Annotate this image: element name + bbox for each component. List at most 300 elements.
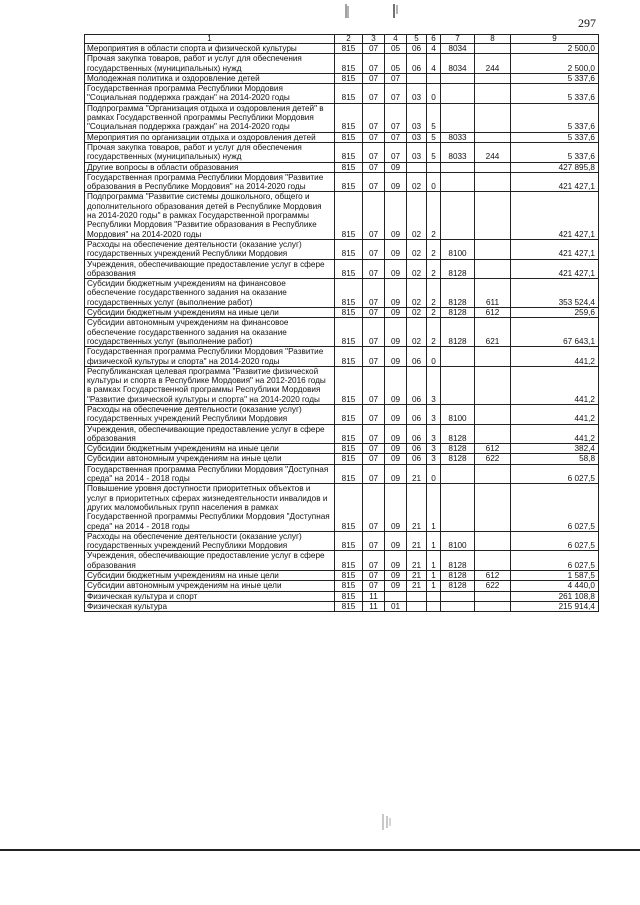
cell-item-name: Учреждения, обеспечивающие предоставление услуг в сфере образования (85, 259, 335, 279)
cell-amount: 5 337,6 (511, 84, 599, 104)
cell-code-section: 07 (363, 531, 385, 551)
table-row (85, 424, 599, 444)
cell-code-subprogram: 3 (427, 444, 441, 454)
budget-table (84, 34, 599, 612)
cell-code-expense-type (475, 347, 511, 367)
cell-code-program: 02 (407, 192, 427, 239)
scan-artifact-mark (344, 2, 404, 20)
cell-code-program: 02 (407, 279, 427, 308)
cell-code-section: 07 (363, 551, 385, 571)
cell-code-subsection: 09 (385, 347, 407, 367)
cell-code-ministry: 815 (335, 551, 363, 571)
table-row (85, 591, 599, 601)
cell-code-expense-type: 611 (475, 279, 511, 308)
scan-artifact-dots (379, 812, 395, 832)
cell-code-subprogram: 2 (427, 259, 441, 279)
table-row (85, 192, 599, 239)
page-number: 297 (578, 16, 596, 30)
cell-code-ministry: 815 (335, 366, 363, 404)
cell-code-subsection: 07 (385, 142, 407, 162)
cell-code-target: 8128 (441, 551, 475, 571)
table-row (85, 581, 599, 591)
cell-item-name: Субсидии бюджетным учреждениям на иные цели (85, 571, 335, 581)
cell-item-name: Мероприятия в области спорта и физической культуры (85, 44, 335, 54)
cell-code-ministry: 815 (335, 192, 363, 239)
cell-item-name: Субсидии бюджетным учреждениям на иные цели (85, 444, 335, 454)
cell-code-program: 21 (407, 581, 427, 591)
cell-code-target (441, 162, 475, 172)
cell-code-program: 02 (407, 172, 427, 192)
cell-code-target (441, 192, 475, 239)
cell-code-subsection: 07 (385, 73, 407, 83)
cell-code-target: 8034 (441, 54, 475, 74)
cell-item-name: Прочая закупка товаров, работ и услуг для обеспечения государственных (муниципальных) нужд (85, 142, 335, 162)
cell-code-section: 07 (363, 571, 385, 581)
cell-code-program: 02 (407, 239, 427, 259)
cell-code-target: 8128 (441, 318, 475, 347)
cell-code-program: 02 (407, 318, 427, 347)
cell-amount: 441,2 (511, 424, 599, 444)
cell-code-subsection: 09 (385, 172, 407, 192)
cell-amount: 353 524,4 (511, 279, 599, 308)
cell-code-subsection: 09 (385, 571, 407, 581)
cell-code-section: 07 (363, 424, 385, 444)
cell-amount: 382,4 (511, 444, 599, 454)
cell-code-ministry: 815 (335, 464, 363, 484)
table-row (85, 54, 599, 74)
table-row (85, 366, 599, 404)
cell-amount: 6 027,5 (511, 464, 599, 484)
cell-code-target (441, 366, 475, 404)
cell-code-subprogram: 2 (427, 279, 441, 308)
table-row (85, 601, 599, 611)
cell-item-name: Расходы на обеспечение деятельности (оказание услуг) государственных учреждений Республики Мордовия (85, 239, 335, 259)
cell-code-subprogram: 3 (427, 366, 441, 404)
cell-code-subsection (385, 591, 407, 601)
cell-code-section: 07 (363, 366, 385, 404)
cell-amount: 67 643,1 (511, 318, 599, 347)
cell-code-section: 07 (363, 162, 385, 172)
cell-code-subprogram: 1 (427, 531, 441, 551)
cell-code-expense-type (475, 551, 511, 571)
cell-code-target: 8128 (441, 279, 475, 308)
cell-code-ministry: 815 (335, 571, 363, 581)
cell-code-section: 07 (363, 464, 385, 484)
cell-code-program: 06 (407, 404, 427, 424)
cell-code-subsection: 09 (385, 239, 407, 259)
cell-code-program: 02 (407, 259, 427, 279)
table-row (85, 259, 599, 279)
column-header-2: 2 (335, 35, 363, 44)
cell-code-section: 07 (363, 192, 385, 239)
cell-item-name: Государственная программа Республики Мордовия "Развитие физической культуры и спорта" на 2014-2020 годы (85, 347, 335, 367)
cell-code-ministry: 815 (335, 454, 363, 464)
cell-code-subsection: 07 (385, 103, 407, 132)
cell-code-subprogram: 1 (427, 484, 441, 531)
table-row (85, 444, 599, 454)
cell-code-subprogram: 4 (427, 54, 441, 74)
cell-code-expense-type (475, 591, 511, 601)
cell-code-subprogram: 4 (427, 44, 441, 54)
cell-code-expense-type (475, 162, 511, 172)
cell-amount: 5 337,6 (511, 73, 599, 83)
cell-item-name: Физическая культура (85, 601, 335, 611)
cell-code-subprogram: 0 (427, 172, 441, 192)
cell-amount: 441,2 (511, 366, 599, 404)
table-row (85, 73, 599, 83)
cell-code-section: 07 (363, 142, 385, 162)
cell-amount: 5 337,6 (511, 142, 599, 162)
table-row (85, 132, 599, 142)
cell-amount: 5 337,6 (511, 132, 599, 142)
table-row (85, 44, 599, 54)
cell-code-target (441, 347, 475, 367)
cell-code-target: 8100 (441, 404, 475, 424)
cell-code-target: 8128 (441, 259, 475, 279)
cell-amount: 4 440,0 (511, 581, 599, 591)
cell-code-expense-type (475, 464, 511, 484)
cell-code-subprogram: 1 (427, 571, 441, 581)
cell-code-program: 03 (407, 132, 427, 142)
cell-item-name: Молодежная политика и оздоровление детей (85, 73, 335, 83)
cell-code-subsection: 07 (385, 132, 407, 142)
cell-code-target (441, 103, 475, 132)
cell-amount: 5 337,6 (511, 103, 599, 132)
cell-code-subprogram (427, 591, 441, 601)
cell-code-ministry: 815 (335, 531, 363, 551)
cell-amount: 2 500,0 (511, 54, 599, 74)
cell-item-name: Государственная программа Республики Мордовия "Социальная поддержка граждан" на 2014-2020 годы (85, 84, 335, 104)
cell-code-section: 07 (363, 239, 385, 259)
cell-code-subsection: 07 (385, 84, 407, 104)
cell-code-subsection: 09 (385, 581, 407, 591)
cell-code-ministry: 815 (335, 347, 363, 367)
cell-code-subsection: 09 (385, 279, 407, 308)
cell-code-target: 8128 (441, 308, 475, 318)
cell-code-expense-type (475, 73, 511, 83)
cell-code-program: 21 (407, 531, 427, 551)
cell-code-target (441, 464, 475, 484)
cell-amount: 421 427,1 (511, 172, 599, 192)
cell-code-subsection: 05 (385, 54, 407, 74)
column-header-8: 8 (475, 35, 511, 44)
cell-code-subprogram: 1 (427, 551, 441, 571)
column-header-9: 9 (511, 35, 599, 44)
cell-amount: 6 027,5 (511, 531, 599, 551)
cell-code-ministry: 815 (335, 424, 363, 444)
cell-amount: 421 427,1 (511, 259, 599, 279)
cell-amount: 58,8 (511, 454, 599, 464)
cell-amount: 441,2 (511, 347, 599, 367)
cell-code-expense-type (475, 601, 511, 611)
cell-item-name: Государственная программа Республики Мордовия "Доступная среда" на 2014 - 2018 годы (85, 464, 335, 484)
cell-code-subsection: 09 (385, 531, 407, 551)
cell-amount: 1 587,5 (511, 571, 599, 581)
table-row (85, 142, 599, 162)
cell-code-expense-type (475, 44, 511, 54)
cell-code-expense-type (475, 84, 511, 104)
cell-code-subsection: 09 (385, 308, 407, 318)
cell-code-program: 03 (407, 142, 427, 162)
cell-code-target: 8128 (441, 444, 475, 454)
cell-code-subprogram (427, 601, 441, 611)
cell-code-target: 8128 (441, 571, 475, 581)
cell-code-expense-type (475, 239, 511, 259)
cell-code-expense-type: 612 (475, 571, 511, 581)
cell-code-section: 07 (363, 279, 385, 308)
table-row (85, 531, 599, 551)
cell-code-program: 06 (407, 424, 427, 444)
cell-code-subprogram: 1 (427, 581, 441, 591)
cell-code-expense-type (475, 404, 511, 424)
cell-code-ministry: 815 (335, 73, 363, 83)
cell-code-program: 21 (407, 571, 427, 581)
cell-code-target: 8128 (441, 581, 475, 591)
cell-code-target: 8100 (441, 239, 475, 259)
cell-code-subsection: 09 (385, 404, 407, 424)
table-header-row (85, 35, 599, 44)
column-header-4: 4 (385, 35, 407, 44)
cell-code-subprogram: 3 (427, 424, 441, 444)
cell-code-expense-type (475, 103, 511, 132)
cell-code-subsection: 09 (385, 424, 407, 444)
cell-code-section: 07 (363, 44, 385, 54)
cell-code-ministry: 815 (335, 239, 363, 259)
cell-code-ministry: 815 (335, 591, 363, 601)
cell-code-subprogram: 5 (427, 103, 441, 132)
cell-code-subprogram: 2 (427, 239, 441, 259)
cell-code-ministry: 815 (335, 103, 363, 132)
table-row (85, 239, 599, 259)
cell-code-ministry: 815 (335, 601, 363, 611)
cell-amount: 6 027,5 (511, 484, 599, 531)
table-body (85, 44, 599, 612)
cell-code-target (441, 73, 475, 83)
cell-code-ministry: 815 (335, 444, 363, 454)
cell-code-section: 07 (363, 259, 385, 279)
cell-item-name: Субсидии автономным учреждениям на иные цели (85, 581, 335, 591)
table-row (85, 551, 599, 571)
cell-code-program: 06 (407, 444, 427, 454)
table-row (85, 404, 599, 424)
cell-amount: 441,2 (511, 404, 599, 424)
cell-code-section: 07 (363, 454, 385, 464)
cell-amount: 261 108,8 (511, 591, 599, 601)
cell-code-ministry: 815 (335, 308, 363, 318)
cell-item-name: Учреждения, обеспечивающие предоставление услуг в сфере образования (85, 551, 335, 571)
cell-code-expense-type (475, 192, 511, 239)
cell-code-ministry: 815 (335, 172, 363, 192)
cell-code-program (407, 591, 427, 601)
cell-item-name: Субсидии бюджетным учреждениям на финансовое обеспечение государственного задания на оказание государственных услуг (выполнение работ) (85, 279, 335, 308)
cell-code-target (441, 84, 475, 104)
table-row (85, 318, 599, 347)
cell-code-subprogram: 0 (427, 347, 441, 367)
cell-code-ministry: 815 (335, 318, 363, 347)
table-row (85, 347, 599, 367)
cell-code-subprogram: 3 (427, 454, 441, 464)
cell-code-subsection: 09 (385, 444, 407, 454)
cell-code-section: 07 (363, 103, 385, 132)
cell-code-target: 8128 (441, 454, 475, 464)
cell-code-subprogram: 2 (427, 318, 441, 347)
cell-code-program: 21 (407, 464, 427, 484)
cell-code-subsection: 09 (385, 162, 407, 172)
cell-item-name: Повышение уровня доступности приоритетных объектов и услуг в приоритетных сферах жизнедеятельности инвалидов и других маломобильных групп населения в рамках Государственной программы Республики Мордовия "Доступная среда" на 2014 - 2018 годы (85, 484, 335, 531)
column-header-5: 5 (407, 35, 427, 44)
table-row (85, 308, 599, 318)
cell-code-target: 8033 (441, 132, 475, 142)
cell-code-program: 21 (407, 551, 427, 571)
table-row (85, 162, 599, 172)
cell-code-ministry: 815 (335, 44, 363, 54)
cell-amount: 259,6 (511, 308, 599, 318)
table-row (85, 103, 599, 132)
table-row (85, 454, 599, 464)
cell-amount: 421 427,1 (511, 239, 599, 259)
cell-code-program (407, 73, 427, 83)
cell-code-expense-type: 622 (475, 581, 511, 591)
cell-code-ministry: 815 (335, 279, 363, 308)
cell-item-name: Расходы на обеспечение деятельности (оказание услуг) государственных учреждений Республики Мордовия (85, 404, 335, 424)
cell-code-subprogram: 2 (427, 192, 441, 239)
cell-code-expense-type: 612 (475, 308, 511, 318)
cell-code-program: 06 (407, 366, 427, 404)
cell-code-ministry: 815 (335, 84, 363, 104)
table-row (85, 84, 599, 104)
cell-code-expense-type: 244 (475, 54, 511, 74)
cell-code-target (441, 591, 475, 601)
column-header-7: 7 (441, 35, 475, 44)
cell-code-ministry: 815 (335, 259, 363, 279)
cell-amount: 427 895,8 (511, 162, 599, 172)
cell-item-name: Другие вопросы в области образования (85, 162, 335, 172)
cell-code-subprogram (427, 162, 441, 172)
cell-amount: 6 027,5 (511, 551, 599, 571)
cell-code-subsection: 09 (385, 259, 407, 279)
table-row (85, 279, 599, 308)
cell-amount: 2 500,0 (511, 44, 599, 54)
cell-code-expense-type (475, 132, 511, 142)
cell-code-subprogram: 5 (427, 132, 441, 142)
table-row (85, 484, 599, 531)
cell-code-subprogram (427, 73, 441, 83)
cell-code-program: 03 (407, 103, 427, 132)
cell-code-expense-type (475, 366, 511, 404)
column-header-3: 3 (363, 35, 385, 44)
cell-code-expense-type: 621 (475, 318, 511, 347)
cell-item-name: Республиканская целевая программа "Развитие физической культуры и спорта в Республике Мордовия" на 2012-2016 годы в рамках Государственной программы Республики Мордовия "Развитие физической культуры и спорта" на 2014-2020 годы (85, 366, 335, 404)
cell-code-section: 11 (363, 591, 385, 601)
table-row (85, 464, 599, 484)
cell-code-target: 8100 (441, 531, 475, 551)
cell-code-program: 03 (407, 84, 427, 104)
cell-code-section: 07 (363, 308, 385, 318)
cell-code-target: 8034 (441, 44, 475, 54)
cell-code-subsection: 09 (385, 464, 407, 484)
cell-code-section: 07 (363, 484, 385, 531)
cell-code-subprogram: 2 (427, 308, 441, 318)
cell-item-name: Расходы на обеспечение деятельности (оказание услуг) государственных учреждений Республики Мордовия (85, 531, 335, 551)
cell-code-program: 02 (407, 308, 427, 318)
table-row (85, 172, 599, 192)
cell-code-expense-type (475, 259, 511, 279)
cell-code-subprogram: 0 (427, 84, 441, 104)
cell-code-expense-type (475, 531, 511, 551)
cell-code-subsection: 05 (385, 44, 407, 54)
cell-code-section: 07 (363, 73, 385, 83)
cell-item-name: Физическая культура и спорт (85, 591, 335, 601)
cell-code-subsection: 09 (385, 366, 407, 404)
cell-code-ministry: 815 (335, 404, 363, 424)
cell-code-expense-type (475, 172, 511, 192)
cell-item-name: Субсидии бюджетным учреждениям на иные цели (85, 308, 335, 318)
cell-code-expense-type (475, 424, 511, 444)
cell-code-subsection: 09 (385, 454, 407, 464)
cell-amount: 421 427,1 (511, 192, 599, 239)
cell-code-section: 07 (363, 132, 385, 142)
cell-item-name: Подпрограмма "Организация отдыха и оздоровления детей" в рамках Государственной программы Республики Мордовия "Социальная поддержка граждан" на 2014-2020 годы (85, 103, 335, 132)
cell-code-ministry: 815 (335, 581, 363, 591)
cell-code-section: 07 (363, 172, 385, 192)
cell-code-subsection: 09 (385, 318, 407, 347)
column-header-6: 6 (427, 35, 441, 44)
cell-item-name: Учреждения, обеспечивающие предоставление услуг в сфере образования (85, 424, 335, 444)
cell-code-section: 07 (363, 581, 385, 591)
cell-code-program: 21 (407, 484, 427, 531)
cell-code-target (441, 601, 475, 611)
cell-code-program: 06 (407, 347, 427, 367)
cell-code-program: 06 (407, 54, 427, 74)
cell-item-name: Подпрограмма "Развитие системы дошкольного, общего и дополнительного образования детей в Республике Мордовия на 2014-2020 годы" в рамках Государственной программы Республики Мордовия "Развитие образования в Республике Мордовия" на 2014-2020 годы (85, 192, 335, 239)
cell-item-name: Субсидии автономным учреждениям на финансовое обеспечение государственного задания на оказание государственных услуг (выполнение работ) (85, 318, 335, 347)
cell-amount: 215 914,4 (511, 601, 599, 611)
cell-code-program (407, 162, 427, 172)
cell-code-program: 06 (407, 454, 427, 464)
column-header-1: 1 (85, 35, 335, 44)
cell-code-ministry: 815 (335, 484, 363, 531)
cell-code-section: 11 (363, 601, 385, 611)
bottom-scan-rule (0, 849, 640, 851)
cell-code-subsection: 09 (385, 484, 407, 531)
cell-code-subprogram: 5 (427, 142, 441, 162)
cell-item-name: Государственная программа Республики Мордовия "Развитие образования в Республике Мордовия" на 2014-2020 годы (85, 172, 335, 192)
cell-code-expense-type (475, 484, 511, 531)
cell-code-ministry: 815 (335, 54, 363, 74)
cell-code-ministry: 815 (335, 162, 363, 172)
cell-code-subprogram: 0 (427, 464, 441, 484)
table-row (85, 571, 599, 581)
cell-code-section: 07 (363, 54, 385, 74)
cell-code-section: 07 (363, 347, 385, 367)
cell-code-section: 07 (363, 84, 385, 104)
cell-code-ministry: 815 (335, 132, 363, 142)
cell-code-section: 07 (363, 318, 385, 347)
cell-code-expense-type: 612 (475, 444, 511, 454)
cell-code-target: 8033 (441, 142, 475, 162)
cell-code-subsection: 09 (385, 551, 407, 571)
cell-item-name: Прочая закупка товаров, работ и услуг для обеспечения государственных (муниципальных) нужд (85, 54, 335, 74)
cell-code-expense-type: 622 (475, 454, 511, 464)
cell-code-program: 06 (407, 44, 427, 54)
cell-code-target (441, 172, 475, 192)
cell-code-expense-type: 244 (475, 142, 511, 162)
cell-item-name: Мероприятия по организации отдыха и оздоровления детей (85, 132, 335, 142)
cell-code-section: 07 (363, 404, 385, 424)
cell-code-subprogram: 3 (427, 404, 441, 424)
cell-item-name: Субсидии автономным учреждениям на иные цели (85, 454, 335, 464)
cell-code-subsection: 01 (385, 601, 407, 611)
